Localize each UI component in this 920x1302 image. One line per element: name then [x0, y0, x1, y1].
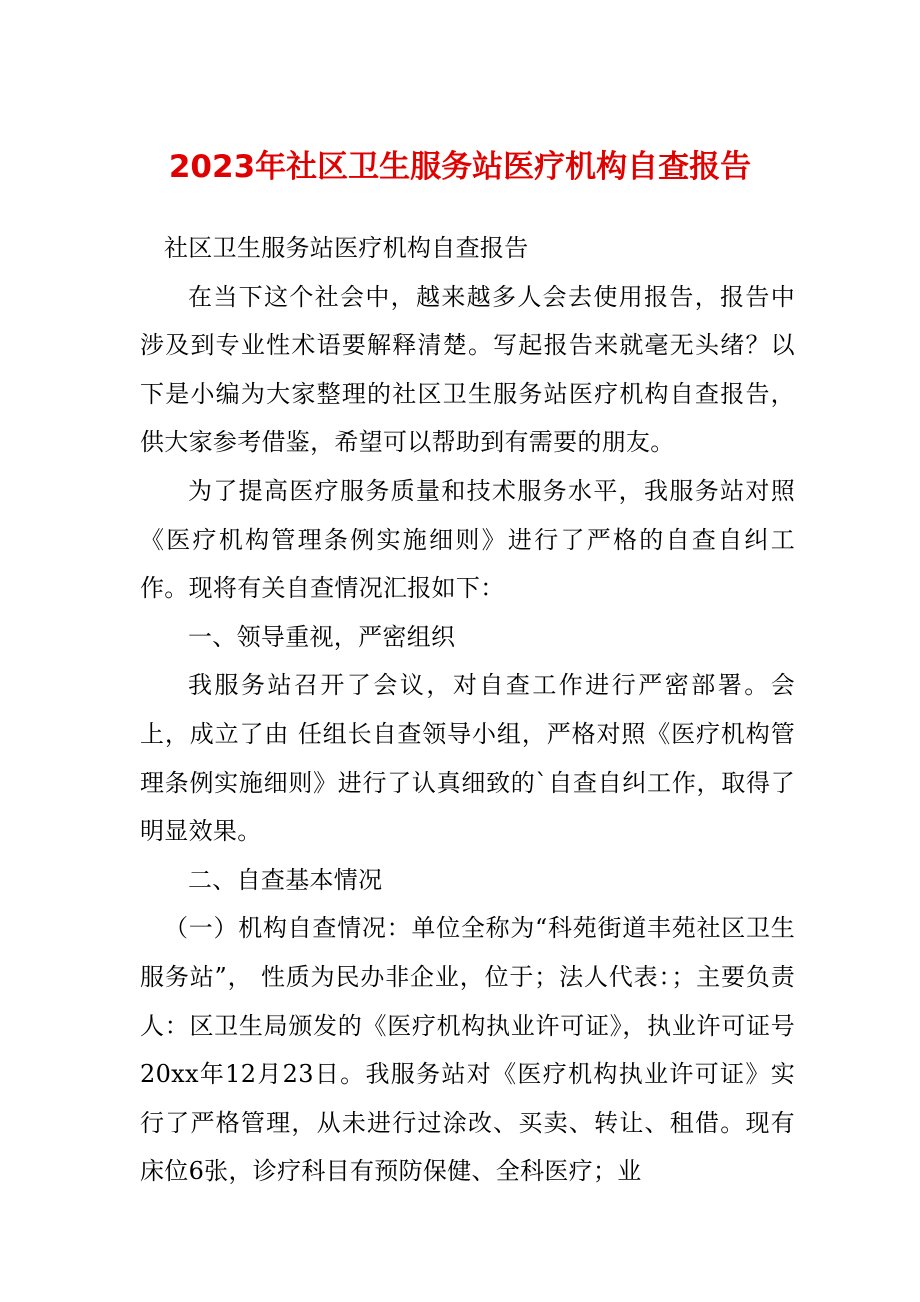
institution-check-paragraph: （一）机构自查情况：单位全称为“科苑街道丰苑社区卫生服务站”， 性质为民办非企业，位于；法人代表：；主要负责人：区卫生局颁发的《医疗机构执业许可证》，执业许可证号20xx年12月23日。我服务站对《医疗机构执业许可证》实行了严格管理，从未进行过涂改、买卖、转让、租借。现有床位6张，诊疗科目有预防保健、全科医疗；业 — [140, 914, 795, 1186]
section-heading-leadership: 一、领导重视，严密组织 — [188, 622, 456, 651]
document-subtitle: 社区卫生服务站医疗机构自查报告 — [164, 234, 529, 262]
intro-paragraph: 在当下这个社会中，越来越多人会去使用报告，报告中涉及到专业性术语要解释清楚。写起报告来就毫无头绪？以下是小编为大家整理的社区卫生服务站医疗机构自查报告，供大家参考借鉴，希望可以帮助到有需要的朋友。 — [140, 282, 795, 457]
leadership-paragraph: 我服务站召开了会议，对自查工作进行严密部署。会上，成立了由 任组长自查领导小组，严格对照《医疗机构管理条例实施细则》进行了认真细致的`自查自纠工作，取得了明显效果。 — [140, 671, 795, 846]
document-body — [140, 224, 795, 1196]
purpose-paragraph: 为了提高医疗服务质量和技术服务水平，我服务站对照《医疗机构管理条例实施细则》进行了严格的自查自纠工作。现将有关自查情况汇报如下： — [140, 476, 795, 603]
document-title: 2023年社区卫生服务站医疗机构自查报告 — [168, 149, 752, 185]
section-heading-basic-situation: 二、自查基本情况 — [188, 865, 383, 894]
